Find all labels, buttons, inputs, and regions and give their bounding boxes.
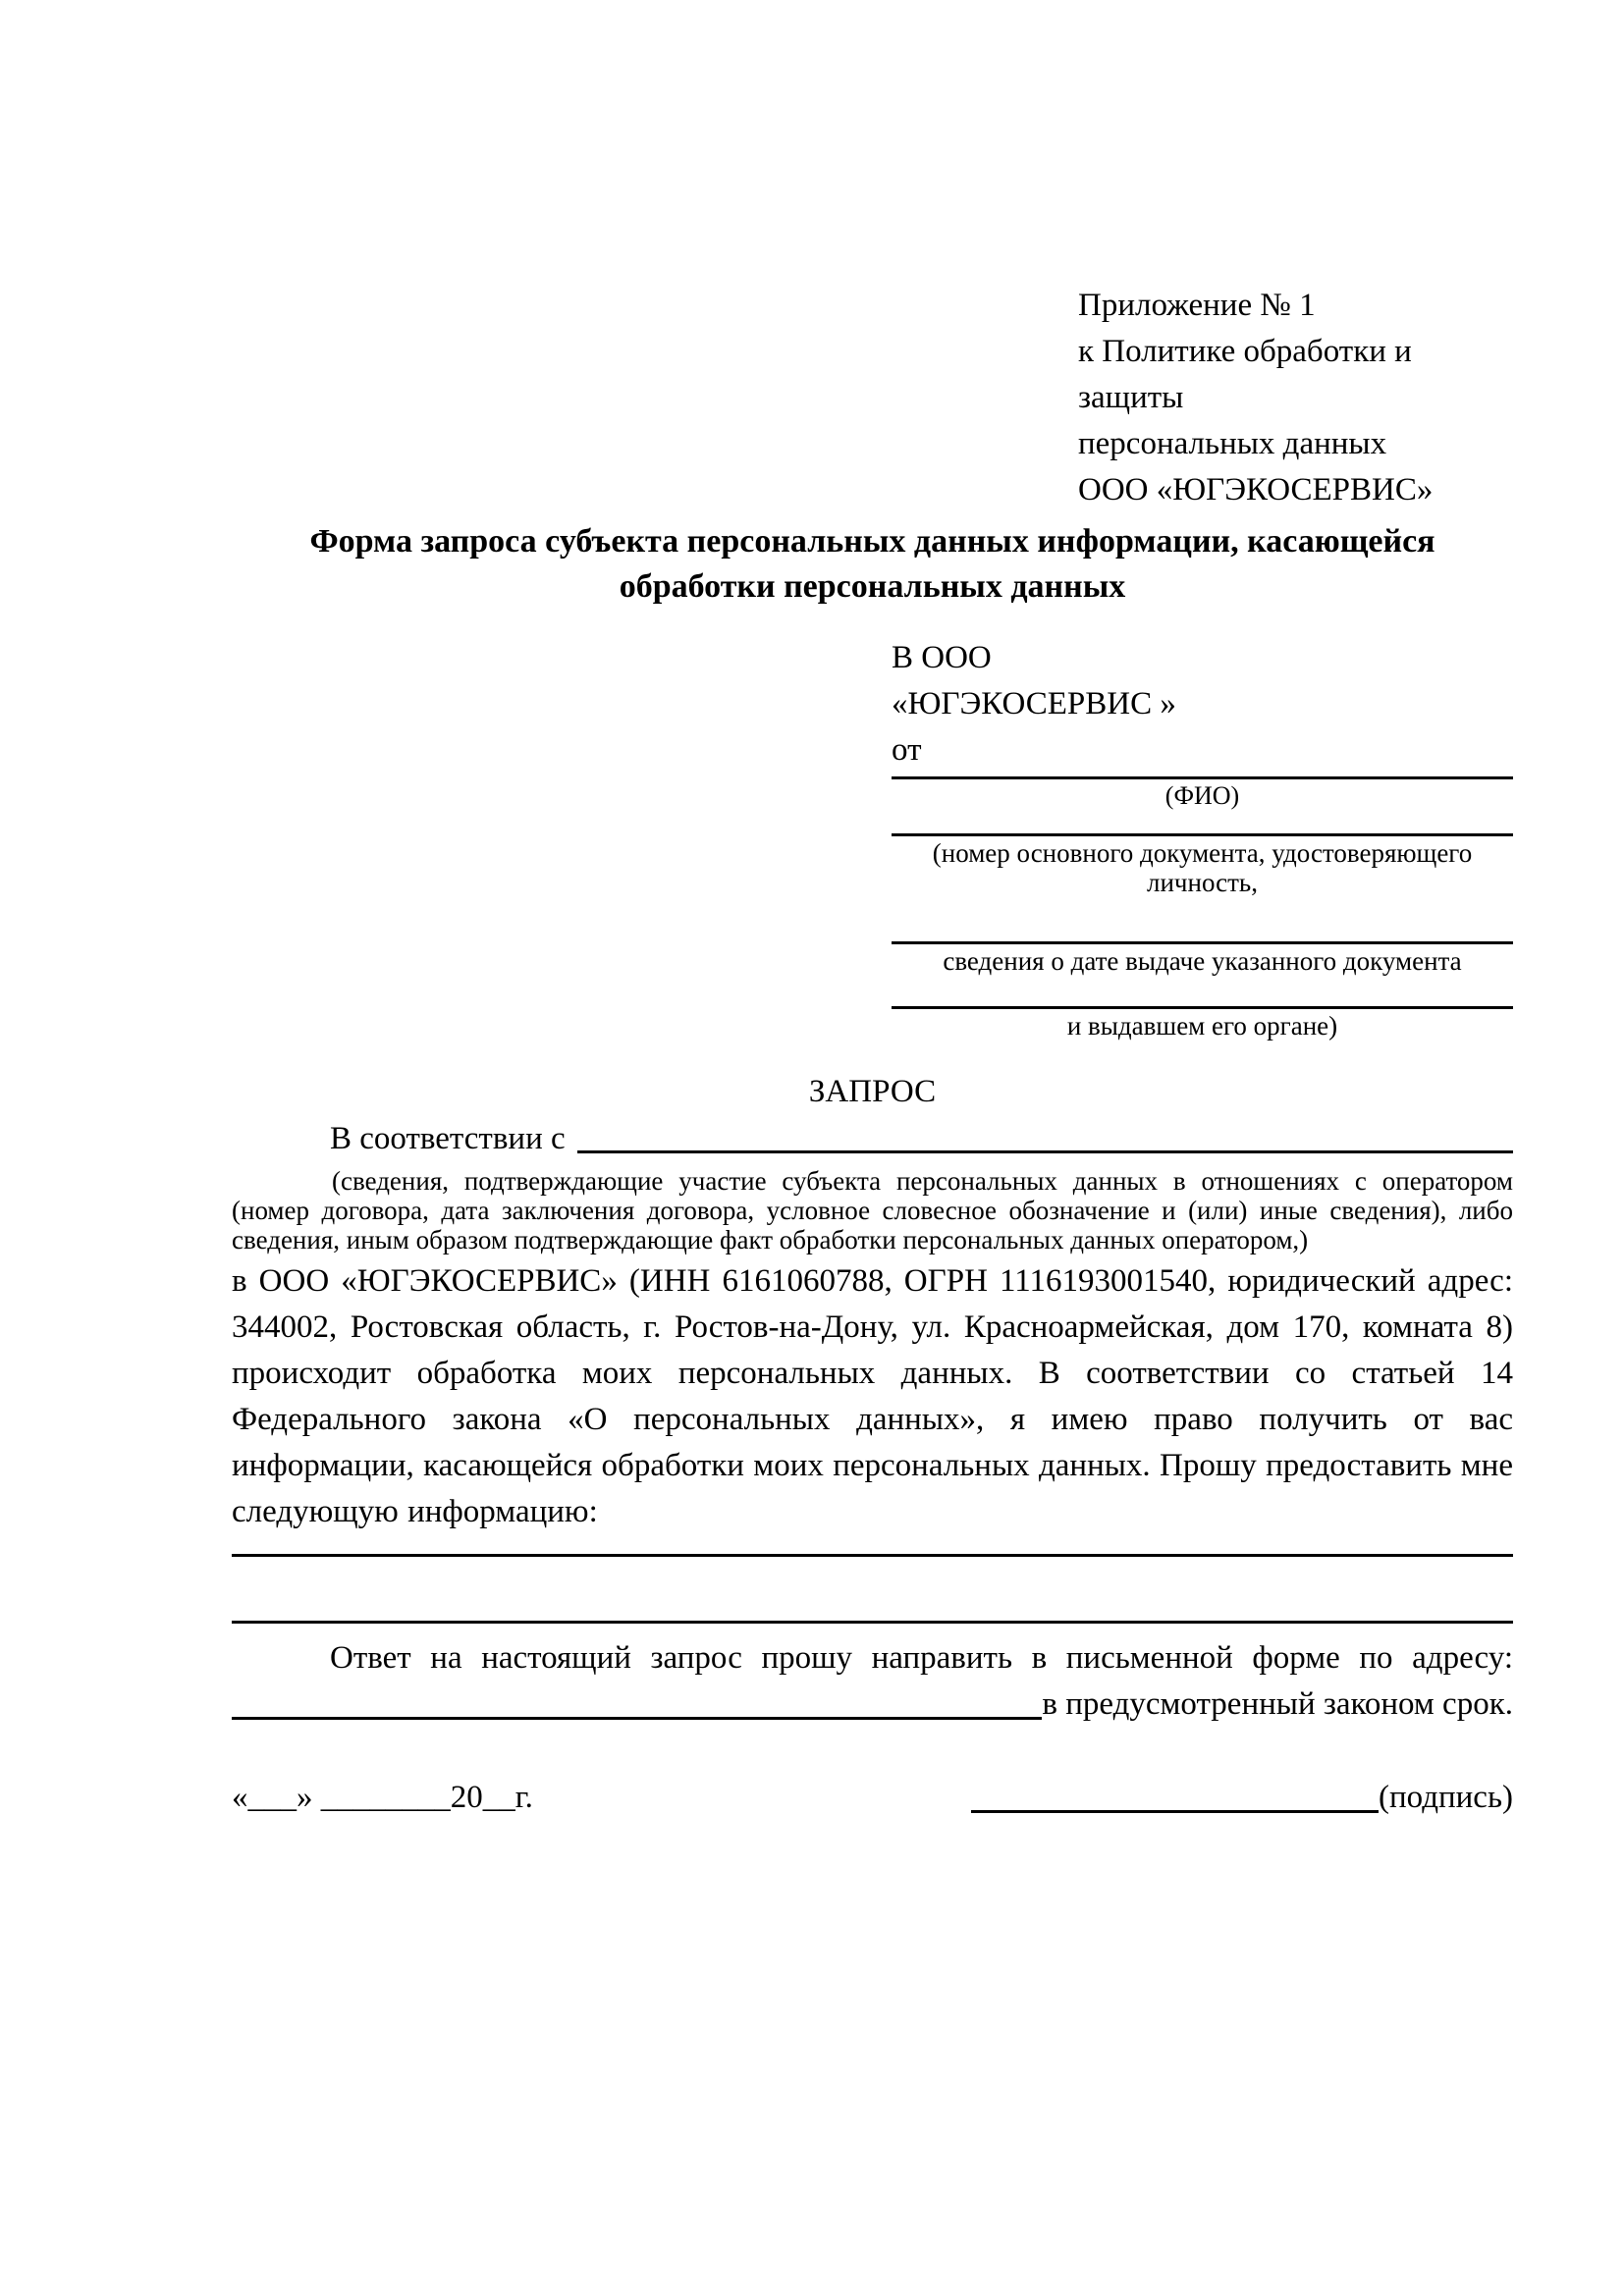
reply-paragraph: Ответ на настоящий запрос прошу направить в письменной форме по адресу: <box>330 1640 1513 1676</box>
document-number-caption: (номер основного документа, удостоверяющего личность, <box>932 838 1473 897</box>
date-signature-row <box>232 1775 1513 1821</box>
issuing-authority-caption: и выдавшем его органе) <box>1066 1011 1338 1041</box>
accordance-fill-line <box>577 1117 1513 1153</box>
appendix-line: персональных данных <box>1078 426 1387 461</box>
recipient-block <box>892 635 1513 1041</box>
recipient-line: В ООО <box>892 640 992 675</box>
date-line: «___» ________20__г. <box>232 1780 533 1815</box>
signature-caption: (подпись) <box>1379 1780 1513 1815</box>
appendix-line: Приложение № 1 <box>1078 288 1316 323</box>
fio-caption: (ФИО) <box>1164 781 1240 810</box>
information-fill-line-2 <box>232 1618 1513 1624</box>
accordance-row <box>232 1117 1513 1160</box>
appendix-line: к Политике обработки и защиты <box>1078 334 1412 415</box>
issue-date-caption: сведения о дате выдаче указанного документа <box>943 946 1462 976</box>
accordance-note: (сведения, подтверждающие участие субъекта персональных данных в отношениях с оператором (номер договора, дата заключения договора, условное словесное обозначение и (или) иные сведения), либо сведения, иным образом подтверждающие факт обработки персональных данных оператором,) <box>232 1166 1513 1255</box>
information-fill-line-1 <box>232 1551 1513 1557</box>
appendix-line: ООО «ЮГЭКОСЕРВИС» <box>1078 472 1434 507</box>
reply-suffix: в предусмотренный законом срок. <box>1042 1686 1513 1722</box>
recipient-line: от <box>892 732 922 768</box>
reply-address-row <box>232 1682 1513 1728</box>
recipient-line: «ЮГЭКОСЕРВИС » <box>892 686 1176 721</box>
address-fill-line <box>232 1682 1042 1720</box>
signature-group <box>971 1775 1513 1821</box>
signature-fill-line <box>971 1810 1379 1813</box>
document-title: Форма запроса субъекта персональных данных информации, касающейся обработки персональных данных <box>309 523 1435 605</box>
body-paragraph: в ООО «ЮГЭКОСЕРВИС» (ИНН 6161060788, ОГРН 1116193001540, юридический адрес: 344002, Ростовская область, г. Ростов-на-Дону, ул. Красноармейская, дом 170, комната 8) происходит обработка моих персональных данных. В соответствии со статьей 14 Федерального закона «О персональных данных», я имею право получить от вас информации, касающейся обработки моих персональных данных. Прошу предоставить мне следующую информацию: <box>232 1263 1513 1529</box>
request-heading: ЗАПРОС <box>808 1074 937 1109</box>
accordance-prefix: В соответствии с <box>330 1121 566 1156</box>
appendix-block <box>1078 283 1513 513</box>
